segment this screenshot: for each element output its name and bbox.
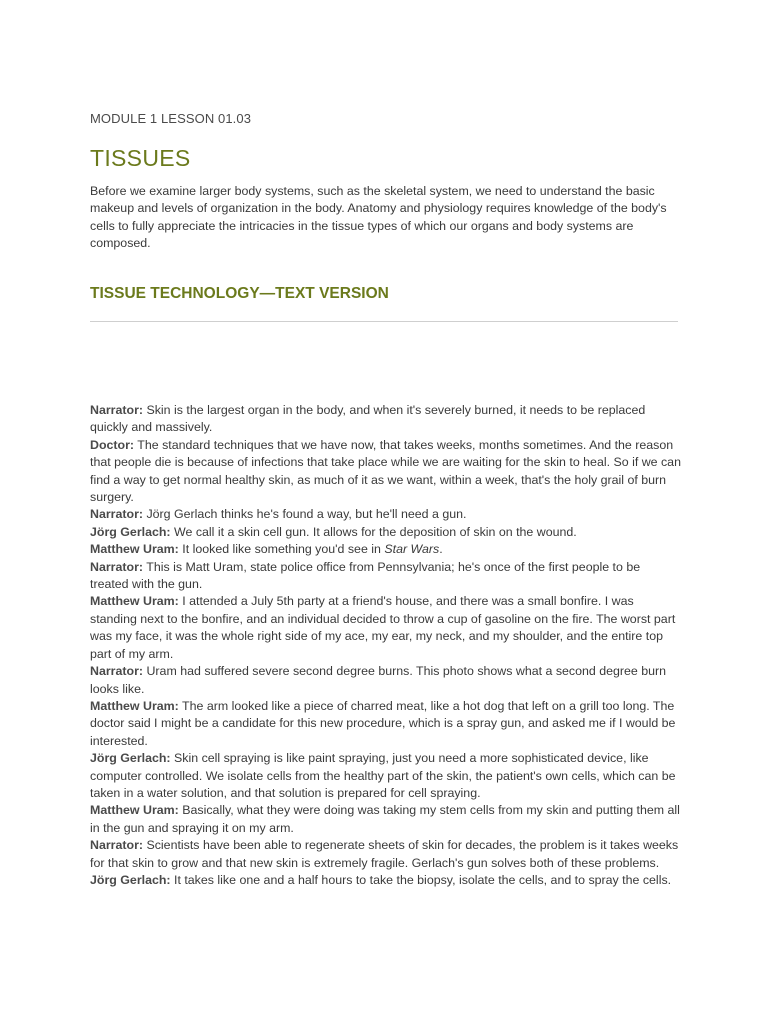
transcript-line [90,524,682,541]
transcript-line [90,506,682,523]
transcript-line [90,802,682,837]
speaker-name: Jörg Gerlach: [90,524,171,539]
speaker-name: Narrator: [90,559,144,574]
speaker-name: Narrator: [90,838,144,853]
speaker-text: I attended a July 5th party at a friend's house, and there was a small bonfire. I was standing next to the bonfire, and an individual decided to throw a cup of gasoline on the fire. The worst part was my face, it was the whole right side of my ace, my ear, my neck, and my shoulder, and the entire top part of my arm. [90,594,676,661]
transcript-line [90,559,682,594]
speaker-name: Matthew Uram: [90,698,179,713]
transcript [90,402,682,889]
speaker-text: Jörg Gerlach thinks he's found a way, but he'll need a gun. [143,507,467,522]
speaker-text: Uram had suffered severe second degree burns. This photo shows what a second degree burn looks like. [90,664,667,696]
section-heading: TISSUE TECHNOLOGY—TEXT VERSION [90,285,389,302]
page-title: TISSUES [90,145,191,171]
speaker-text: We call it a skin cell gun. It allows for the deposition of skin on the wound. [170,524,577,539]
transcript-line [90,593,682,663]
transcript-line [90,872,682,889]
speaker-text: Scientists have been able to regenerate sheets of skin for decades, the problem is it takes weeks for that skin to grow and that new skin is extremely fragile. Gerlach's gun solves both of these problems. [90,838,679,870]
speaker-text: This is Matt Uram, state police office from Pennsylvania; he's once of the first people to be treated with the gun. [90,559,641,592]
transcript-line [90,698,682,750]
module-label: MODULE 1 LESSON 01.03 [90,111,252,126]
transcript-line [90,750,682,802]
speaker-name: Narrator: [90,403,144,417]
speaker-text-end: . [439,542,443,557]
transcript-line [90,541,682,558]
section-divider [90,321,678,322]
speaker-text: Skin cell spraying is like paint spraying, just you need a more sophisticated device, like computer controlled. We isolate cells from the healthy part of the skin, the patient's own cells, which can be taken in a water solution, and that solution is prepared for cell spraying. [90,751,676,800]
speaker-name: Doctor: [90,437,135,452]
speaker-name: Narrator: [90,664,144,679]
italic-title: Star Wars [384,542,440,557]
transcript-line [90,663,682,698]
transcript-line [90,402,682,437]
speaker-text: The standard techniques that we have now, that takes weeks, months sometimes. And the reason that people die is because of infections that take place while we are waiting for the skin to heal. So if we can find a way to get normal healthy skin, as much of it as we want, within a week, that's the holy grail of burn surgery. [90,437,681,505]
transcript-line [90,837,682,872]
speaker-text: Basically, what they were doing was taking my stem cells from my skin and putting them all in the gun and spraying it on my arm. [90,803,680,835]
speaker-text: The arm looked like a piece of charred meat, like a hot dog that left on a grill too long. The doctor said I might be a candidate for this new procedure, which is a spray gun, and asked me if I would be interested. [90,698,676,748]
speaker-name: Matthew Uram: [90,803,179,818]
speaker-name: Matthew Uram: [90,542,179,557]
intro-paragraph: Before we examine larger body systems, such as the skeletal system, we need to understand the basic makeup and levels of organization in the body. Anatomy and physiology requires knowledge of the body's cells to fully appreciate the intricacies in the tissue types of which our organs and body systems are composed. [90,184,667,251]
speaker-name: Matthew Uram: [90,594,179,609]
speaker-text: It looked like something you'd see in [178,542,385,557]
speaker-text: It takes like one and a half hours to take the biopsy, isolate the cells, and to spray the cells. [170,872,672,887]
speaker-name: Narrator: [90,507,144,522]
transcript-line [90,437,682,507]
speaker-name: Jörg Gerlach: [90,872,171,887]
speaker-name: Jörg Gerlach: [90,751,171,766]
speaker-text: Skin is the largest organ in the body, and when it's severely burned, it needs to be replaced quickly and massively. [90,403,646,435]
